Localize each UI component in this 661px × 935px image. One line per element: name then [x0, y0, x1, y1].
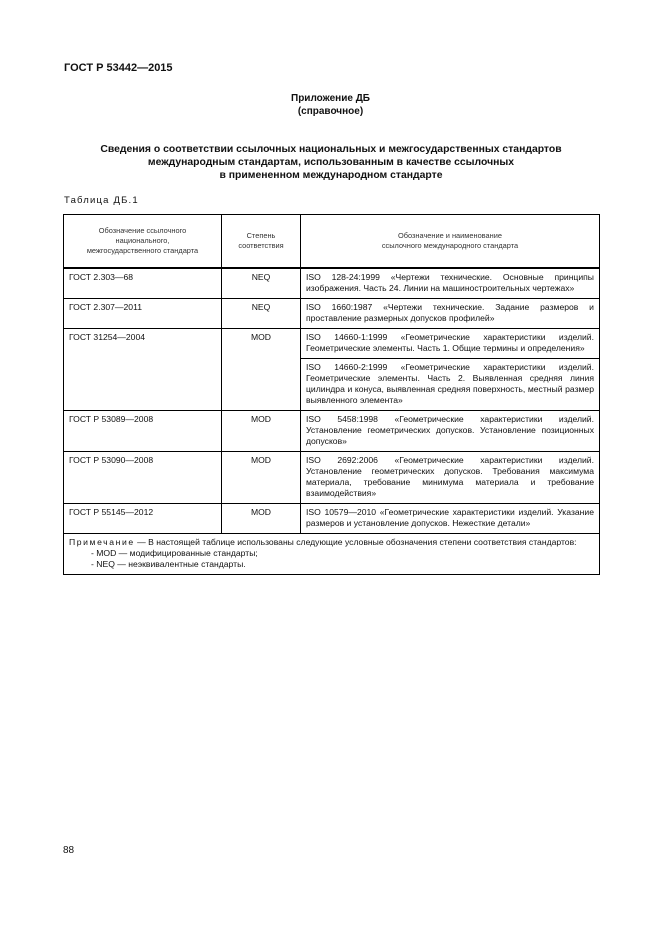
degree-cell: NEQ [222, 268, 301, 299]
header-international [301, 215, 600, 269]
appendix-title: Приложение ДБ [291, 93, 370, 104]
degree-cell: MOD [222, 411, 301, 452]
note-paragraph [69, 537, 594, 548]
table-label: Таблица ДБ.1 [64, 195, 139, 206]
document-code: ГОСТ Р 53442—2015 [64, 62, 173, 74]
header-degree [222, 215, 301, 269]
header-text: Степень [246, 231, 276, 240]
header-text: межгосударственного стандарта [86, 246, 199, 255]
degree-cell: NEQ [222, 299, 301, 329]
appendix-subtitle: (справочное) [297, 106, 364, 117]
table-header-row [64, 215, 600, 269]
international-cell: ISO 1660:1987 «Чертежи технические. Задание размеров и проставление размерных допусков профилей» [301, 299, 600, 329]
heading-line: в примененном международном стандарте [219, 170, 443, 181]
note-text: — В настоящей таблице использованы следующие условные обозначения степени соответствия стандартов: [134, 537, 577, 547]
degree-cell: MOD [222, 452, 301, 504]
designation-cell: ГОСТ 2.307—2011 [64, 299, 222, 329]
header-designation [64, 215, 222, 269]
standards-table [63, 214, 600, 575]
international-cell: ISO 5458:1998 «Геометрические характеристики изделий. Установление геометрических допусков. Установление позиционных допусков» [301, 411, 600, 452]
table-row [64, 411, 600, 452]
note-item: - MOD — модифицированные стандарты; [91, 548, 258, 558]
table-row [64, 299, 600, 329]
header-text: Обозначение ссылочного [98, 226, 187, 235]
page-number: 88 [63, 845, 75, 856]
designation-cell: ГОСТ 31254—2004 [64, 329, 222, 411]
header-text: национального, [115, 236, 170, 245]
heading-line: Сведения о соответствии ссылочных национальных и межгосударственных стандартов [100, 144, 562, 155]
international-cell: ISO 2692:2006 «Геометрические характеристики изделий. Установление геометрических допусков. Требования максимума материала, требование минимума материала и требование взаимодействия» [301, 452, 600, 504]
degree-cell: MOD [222, 329, 301, 411]
note-item: - NEQ — неэквивалентные стандарты. [91, 559, 246, 569]
table-row [64, 268, 600, 299]
note-label: Примечание [69, 537, 135, 547]
table-note [64, 534, 600, 575]
header-text: соответствия [238, 241, 284, 250]
designation-cell: ГОСТ Р 53089—2008 [64, 411, 222, 452]
designation-cell: ГОСТ Р 55145—2012 [64, 504, 222, 534]
table-row [64, 329, 600, 359]
section-heading [64, 143, 598, 182]
table-note-row [64, 534, 600, 575]
header-text: Обозначение и наименование [398, 231, 502, 240]
international-cell: ISO 14660-2:1999 «Геометрические характеристики изделий. Геометрические элементы. Часть 2. Выявленная средняя линия цилиндра и конуса, выявленная средняя поверхность, местный размер выявленного элемента» [301, 359, 600, 411]
heading-line: международным стандартам, использованным в качестве ссылочных [147, 157, 515, 168]
designation-cell: ГОСТ Р 53090—2008 [64, 452, 222, 504]
table-row [64, 504, 600, 534]
table-row [64, 452, 600, 504]
designation-cell: ГОСТ 2.303—68 [64, 268, 222, 299]
international-cell: ISO 128-24:1999 «Чертежи технические. Основные принципы изображения. Часть 24. Линии на машиностроительных чертежах» [301, 268, 600, 299]
degree-cell: MOD [222, 504, 301, 534]
international-cell: ISO 14660-1:1999 «Геометрические характеристики изделий. Геометрические элементы. Часть 1. Общие термины и определения» [301, 329, 600, 359]
international-cell: ISO 10579—2010 «Геометрические характеристики изделий. Указание размеров и установление допусков. Нежесткие детали» [301, 504, 600, 534]
appendix-block [0, 92, 661, 118]
header-text: ссылочного международного стандарта [381, 241, 519, 250]
